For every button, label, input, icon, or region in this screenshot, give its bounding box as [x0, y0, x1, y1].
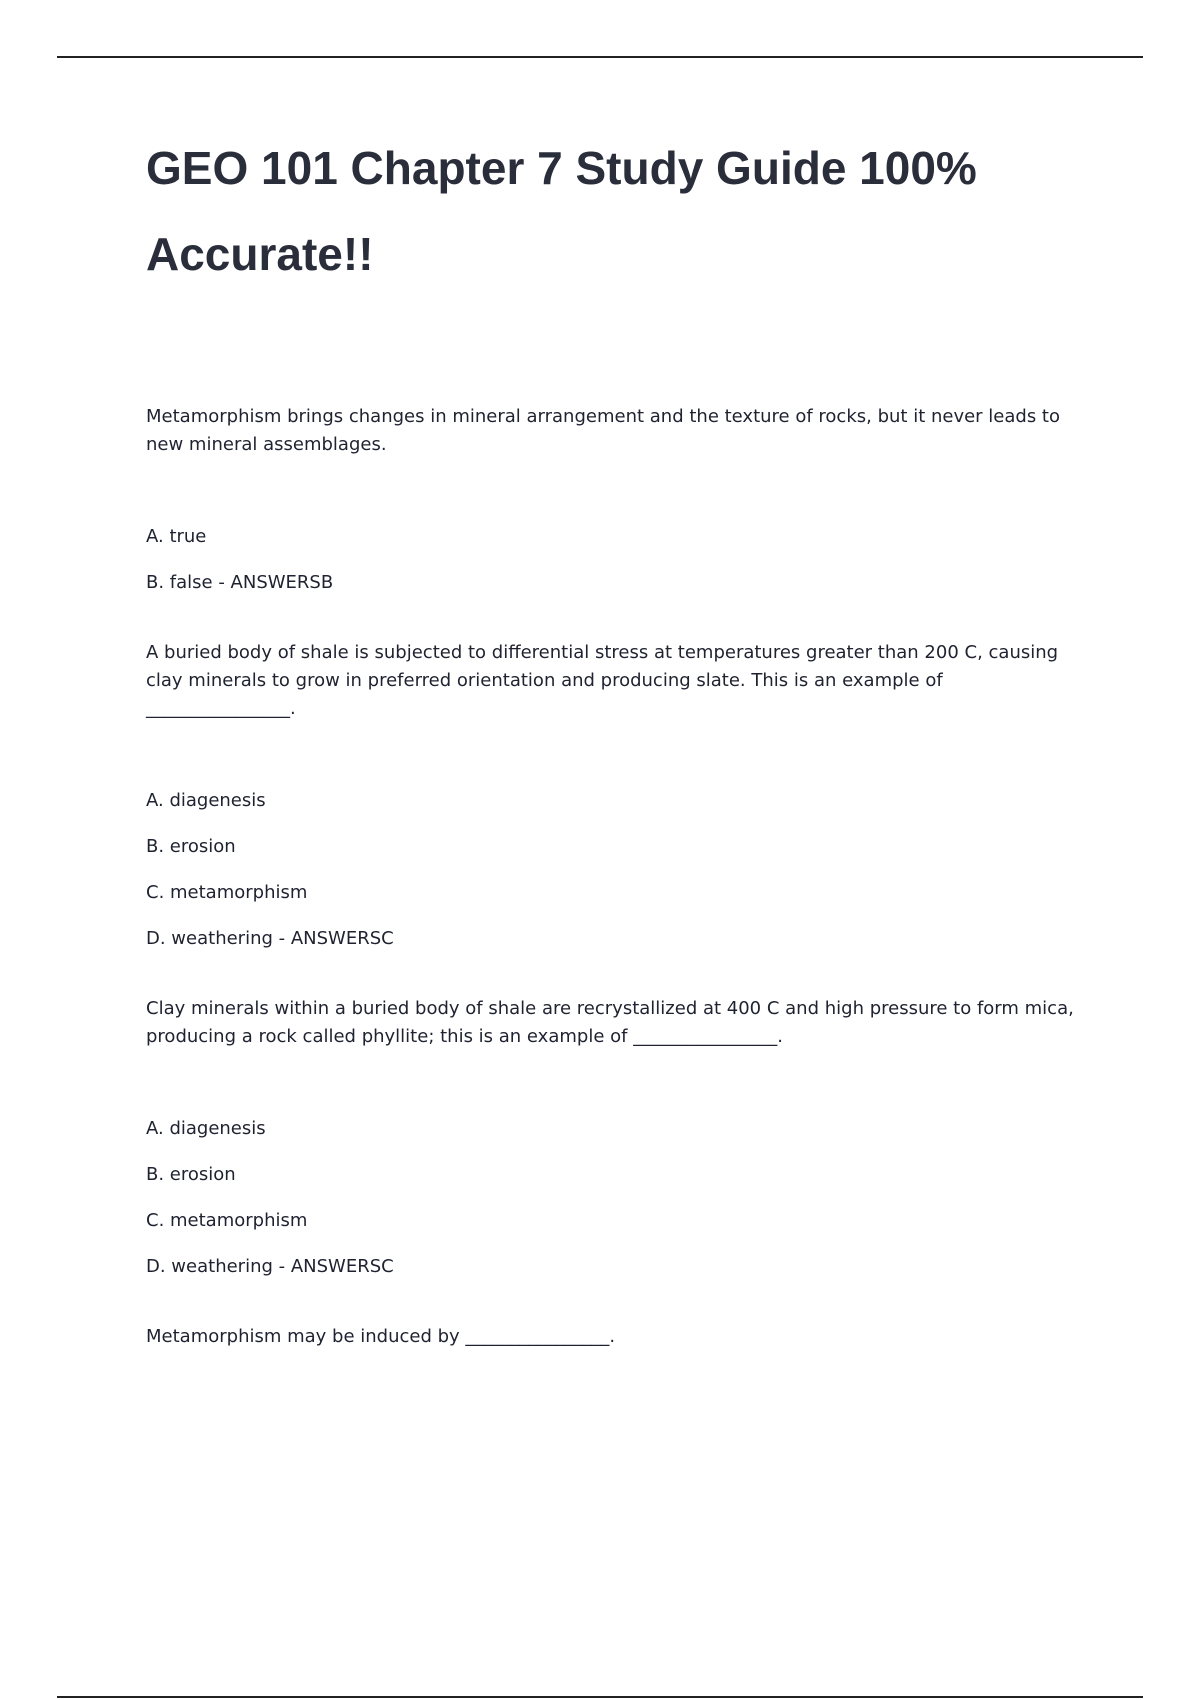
question-3-options [146, 1115, 1086, 1281]
document-page [146, 125, 1086, 1351]
question-2-options [146, 787, 1086, 953]
question-3-text: Clay minerals within a buried body of shale are recrystallized at 400 C and high pressure to form mica, producing a rock called phyllite; this is an example of ________________. [146, 998, 1074, 1047]
top-divider [57, 56, 1143, 58]
question-1-option-b: B. false - ANSWERSB [146, 572, 334, 593]
question-1-option-a: A. true [146, 526, 207, 547]
question-2-option-b: B. erosion [146, 836, 236, 857]
question-3-option-d: D. weathering - ANSWERSC [146, 1256, 394, 1277]
question-3-option-a: A. diagenesis [146, 1118, 266, 1139]
question-3-option-c: C. metamorphism [146, 1210, 308, 1231]
question-2-option-a: A. diagenesis [146, 790, 266, 811]
question-3-option-b: B. erosion [146, 1164, 236, 1185]
question-1-text: Metamorphism brings changes in mineral arrangement and the texture of rocks, but it never leads to new mineral assemblages. [146, 406, 1061, 455]
bottom-divider [57, 1696, 1143, 1698]
question-2-option-d: D. weathering - ANSWERSC [146, 928, 394, 949]
question-1-options [146, 523, 1086, 597]
question-2-text: A buried body of shale is subjected to differential stress at temperatures greater than 200 C, causing clay minerals to grow in preferred orientation and producing slate. This is an example of ________________. [146, 642, 1059, 719]
question-4-text: Metamorphism may be induced by ________________. [146, 1326, 616, 1347]
question-2-option-c: C. metamorphism [146, 882, 308, 903]
document-title: GEO 101 Chapter 7 Study Guide 100% Accurate!! [146, 142, 977, 280]
